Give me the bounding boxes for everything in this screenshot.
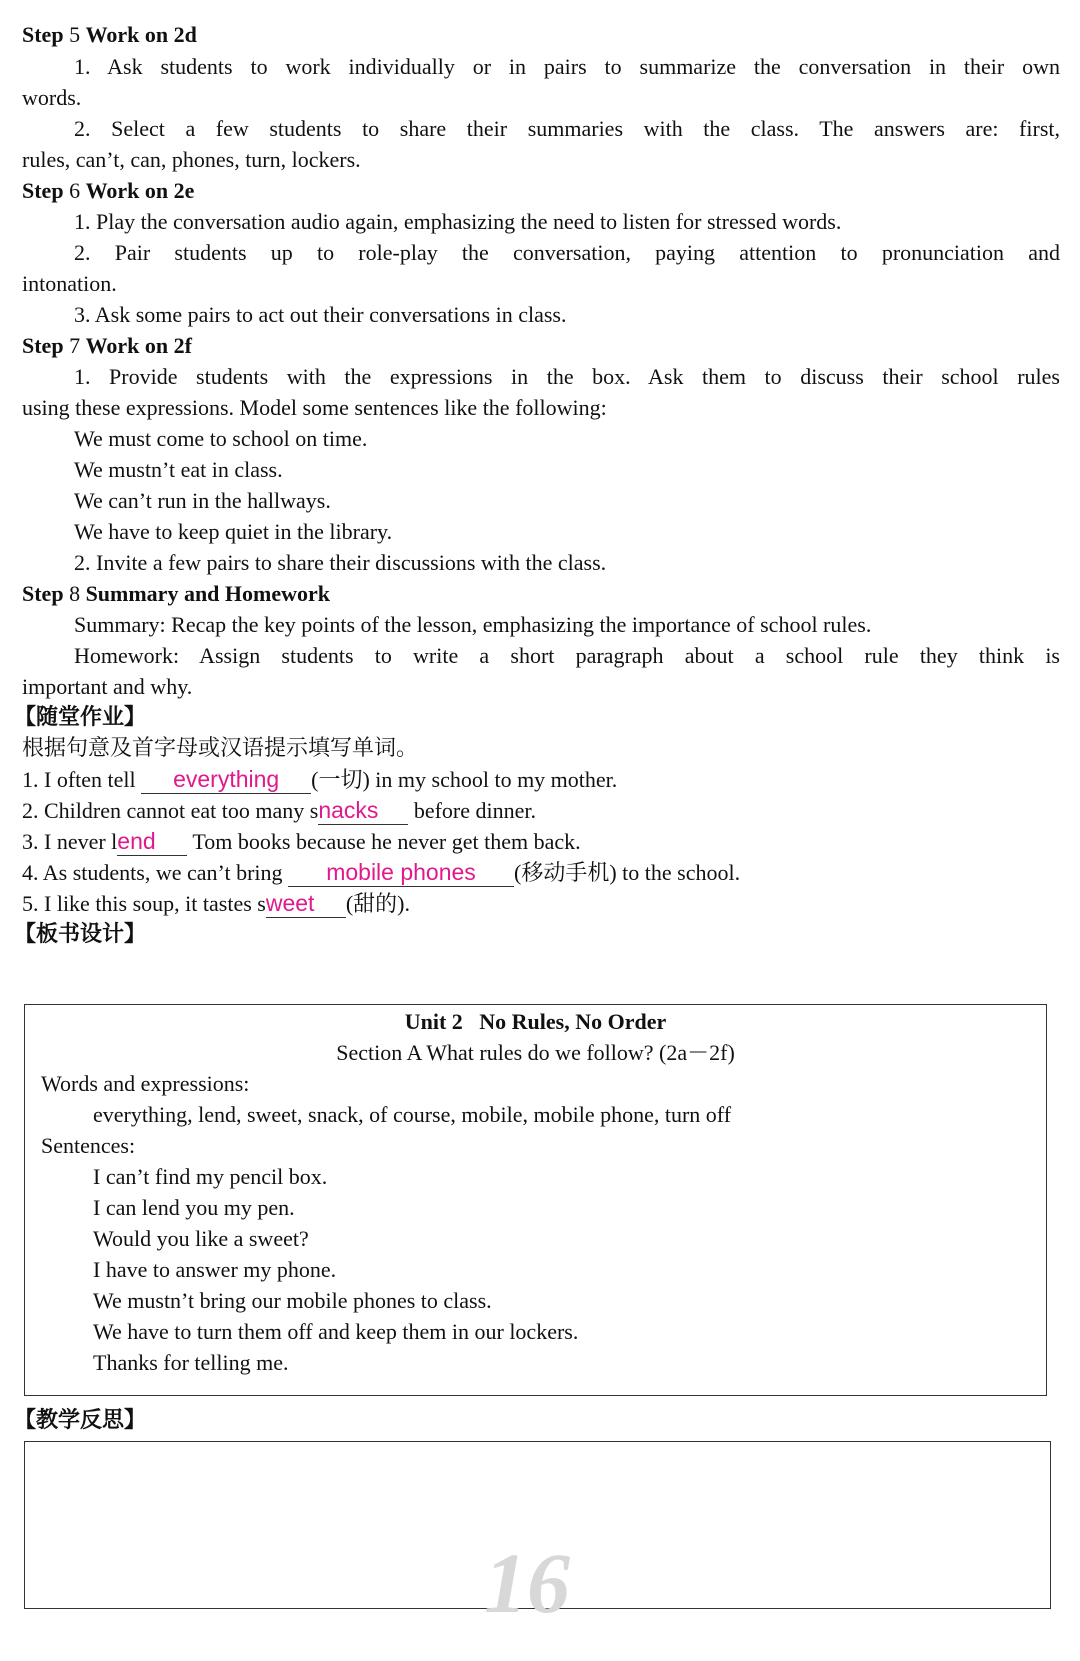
board-sentence: Would you like a sweet? <box>93 1226 309 1251</box>
board-sentences-label: Sentences: <box>41 1133 136 1158</box>
answer-text: everything <box>173 766 280 792</box>
step7-example: We must come to school on time. <box>74 426 368 451</box>
board-sentence: I have to answer my phone. <box>93 1257 337 1282</box>
step5-p1a: 1. Ask students to work individually or in pairs to summarize the conversation in their own <box>74 54 1060 79</box>
step5-heading: Step 5 Work on 2d <box>22 22 197 47</box>
board-sentence: Thanks for telling me. <box>93 1350 289 1375</box>
step7-example: We have to keep quiet in the library. <box>74 519 393 544</box>
board-sentence: We have to turn them off and keep them in our lockers. <box>93 1319 579 1344</box>
answer-text: end <box>117 828 156 854</box>
step6-p3: 3. Ask some pairs to act out their conversations in class. <box>74 302 567 327</box>
board-sentence: We mustn’t bring our mobile phones to class. <box>93 1288 492 1313</box>
step5-p2b: rules, can’t, can, phones, turn, lockers. <box>22 147 361 172</box>
classwork-instruction: 根据句意及首字母或汉语提示填写单词。 <box>22 736 419 761</box>
step7-heading: Step 7 Work on 2f <box>22 333 192 358</box>
step8-summary: Summary: Recap the key points of the lesson, emphasizing the importance of school rules. <box>74 612 872 637</box>
reflection-heading: 【教学反思】 <box>14 1408 147 1433</box>
step6-p2b: intonation. <box>22 271 117 296</box>
answer-text: mobile phones <box>326 859 476 885</box>
board-box <box>24 1004 1047 1396</box>
step6-heading: Step 6 Work on 2e <box>22 178 195 203</box>
step7-p2: 2. Invite a few pairs to share their discussions with the class. <box>74 550 607 575</box>
step5-p1b: words. <box>22 85 82 110</box>
step7-p1a: 1. Provide students with the expressions in the box. Ask them to discuss their school rules <box>74 364 1060 389</box>
page-number: 16 <box>484 1535 570 1631</box>
board-sentence: I can’t find my pencil box. <box>93 1164 328 1189</box>
step8-homework-a: Homework: Assign students to write a short paragraph about a school rule they think is <box>74 643 1060 668</box>
step7-example: We can’t run in the hallways. <box>74 488 331 513</box>
exercise-item-5: 5. I like this soup, it tastes sweet (甜的). <box>22 890 410 916</box>
board-heading: 【板书设计】 <box>14 922 147 947</box>
step8-homework-b: important and why. <box>22 674 193 699</box>
board-sentence: I can lend you my pen. <box>93 1195 295 1220</box>
board-words: everything, lend, sweet, snack, of course, mobile, mobile phone, turn off <box>93 1102 732 1127</box>
answer-text: nacks <box>318 797 379 823</box>
exercise-item-1: 1. I often tell everything (一切) in my school to my mother. <box>22 766 618 792</box>
exercise-item-3: 3. I never lend Tom books because he never get them back. <box>22 828 581 854</box>
step6-p2a: 2. Pair students up to role-play the conversation, paying attention to pronunciation and <box>74 240 1060 265</box>
exercise-item-4: 4. As students, we can’t bring mobile phones (移动手机) to the school. <box>22 859 741 885</box>
board-unit-title: Unit 2 No Rules, No Order <box>404 1009 667 1034</box>
classwork-heading: 【随堂作业】 <box>14 705 147 730</box>
step5-p2a: 2. Select a few students to share their summaries with the class. The answers are: first, <box>74 116 1060 141</box>
board-words-label: Words and expressions: <box>41 1071 250 1096</box>
step6-p1: 1. Play the conversation audio again, emphasizing the need to listen for stressed words. <box>74 209 842 234</box>
step7-example: We mustn’t eat in class. <box>74 457 283 482</box>
answer-text: weet <box>265 890 315 916</box>
board-section-title: Section A What rules do we follow? (2a－2f) <box>336 1040 735 1065</box>
exercise-item-2: 2. Children cannot eat too many snacks before dinner. <box>22 797 536 823</box>
step8-heading: Step 8 Summary and Homework <box>22 581 331 606</box>
step7-p1b: using these expressions. Model some sentences like the following: <box>22 395 607 420</box>
